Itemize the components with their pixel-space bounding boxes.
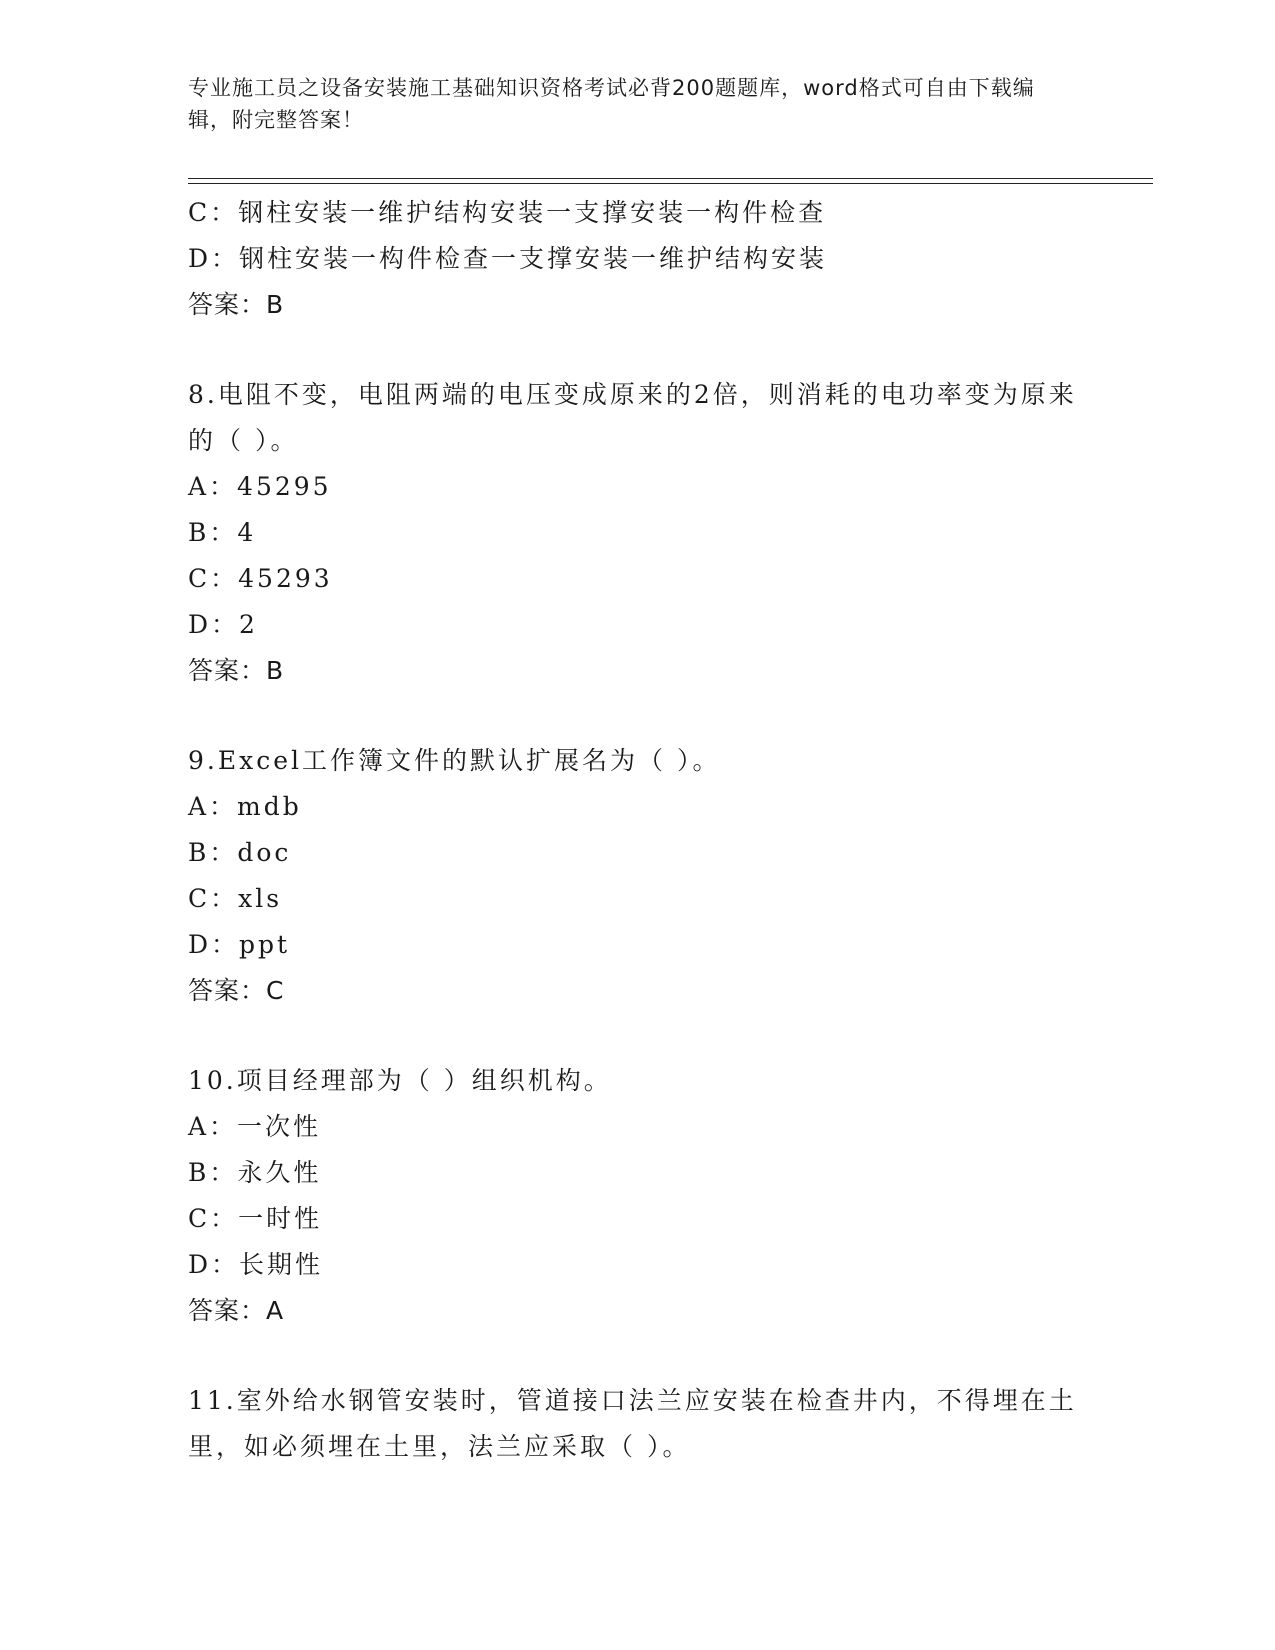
question-list [188, 190, 1088, 1470]
answer-line [188, 1288, 1088, 1334]
document-header: 专业施工员之设备安装施工基础知识资格考试必背200题题库，word格式可自由下载编辑，附完整答案！ [188, 76, 1035, 132]
answer-line [188, 282, 1088, 328]
answer-value: B [266, 656, 285, 685]
answer-value: C [266, 976, 285, 1005]
answer-label: 答案： [188, 976, 267, 1005]
option-b: B：4 [188, 518, 257, 547]
question-7-continued [188, 190, 1088, 328]
option-c: C：45293 [188, 564, 333, 593]
question-stem: 10.项目经理部为（ ）组织机构。 [188, 1066, 612, 1095]
option-d: D：长期性 [188, 1250, 324, 1279]
question-10 [188, 1058, 1088, 1334]
answer-value: A [266, 1296, 285, 1325]
option-c: C：一时性 [188, 1204, 323, 1233]
header-divider-top [188, 178, 1153, 179]
answer-label: 答案： [188, 290, 267, 319]
option-a: A：mdb [188, 792, 302, 821]
answer-value: B [266, 290, 285, 319]
question-stem: 8.电阻不变，电阻两端的电压变成原来的2倍，则消耗的电功率变为原来的（ ）。 [188, 380, 1077, 455]
question-11 [188, 1378, 1088, 1470]
answer-line [188, 648, 1088, 694]
option-c: C：钢柱安装一维护结构安装一支撑安装一构件检查 [188, 198, 827, 227]
option-b: B：doc [188, 838, 292, 867]
option-d: D：钢柱安装一构件检查一支撑安装一维护结构安装 [188, 244, 828, 273]
question-9 [188, 738, 1088, 1014]
question-stem: 11.室外给水钢管安装时，管道接口法兰应安装在检查井内，不得埋在土里，如必须埋在土里，法兰应采取（ ）。 [188, 1386, 1077, 1461]
answer-label: 答案： [188, 656, 267, 685]
option-d: D：ppt [188, 930, 291, 959]
question-8 [188, 372, 1088, 694]
answer-line [188, 968, 1088, 1014]
question-stem: 9.Excel工作簿文件的默认扩展名为（ ）。 [188, 746, 721, 775]
answer-label: 答案： [188, 1296, 267, 1325]
option-d: D：2 [188, 610, 258, 639]
option-c: C：xls [188, 884, 283, 913]
header-divider-bottom [188, 183, 1153, 184]
option-a: A：45295 [188, 472, 332, 501]
option-b: B：永久性 [188, 1158, 322, 1187]
option-a: A：一次性 [188, 1112, 322, 1141]
